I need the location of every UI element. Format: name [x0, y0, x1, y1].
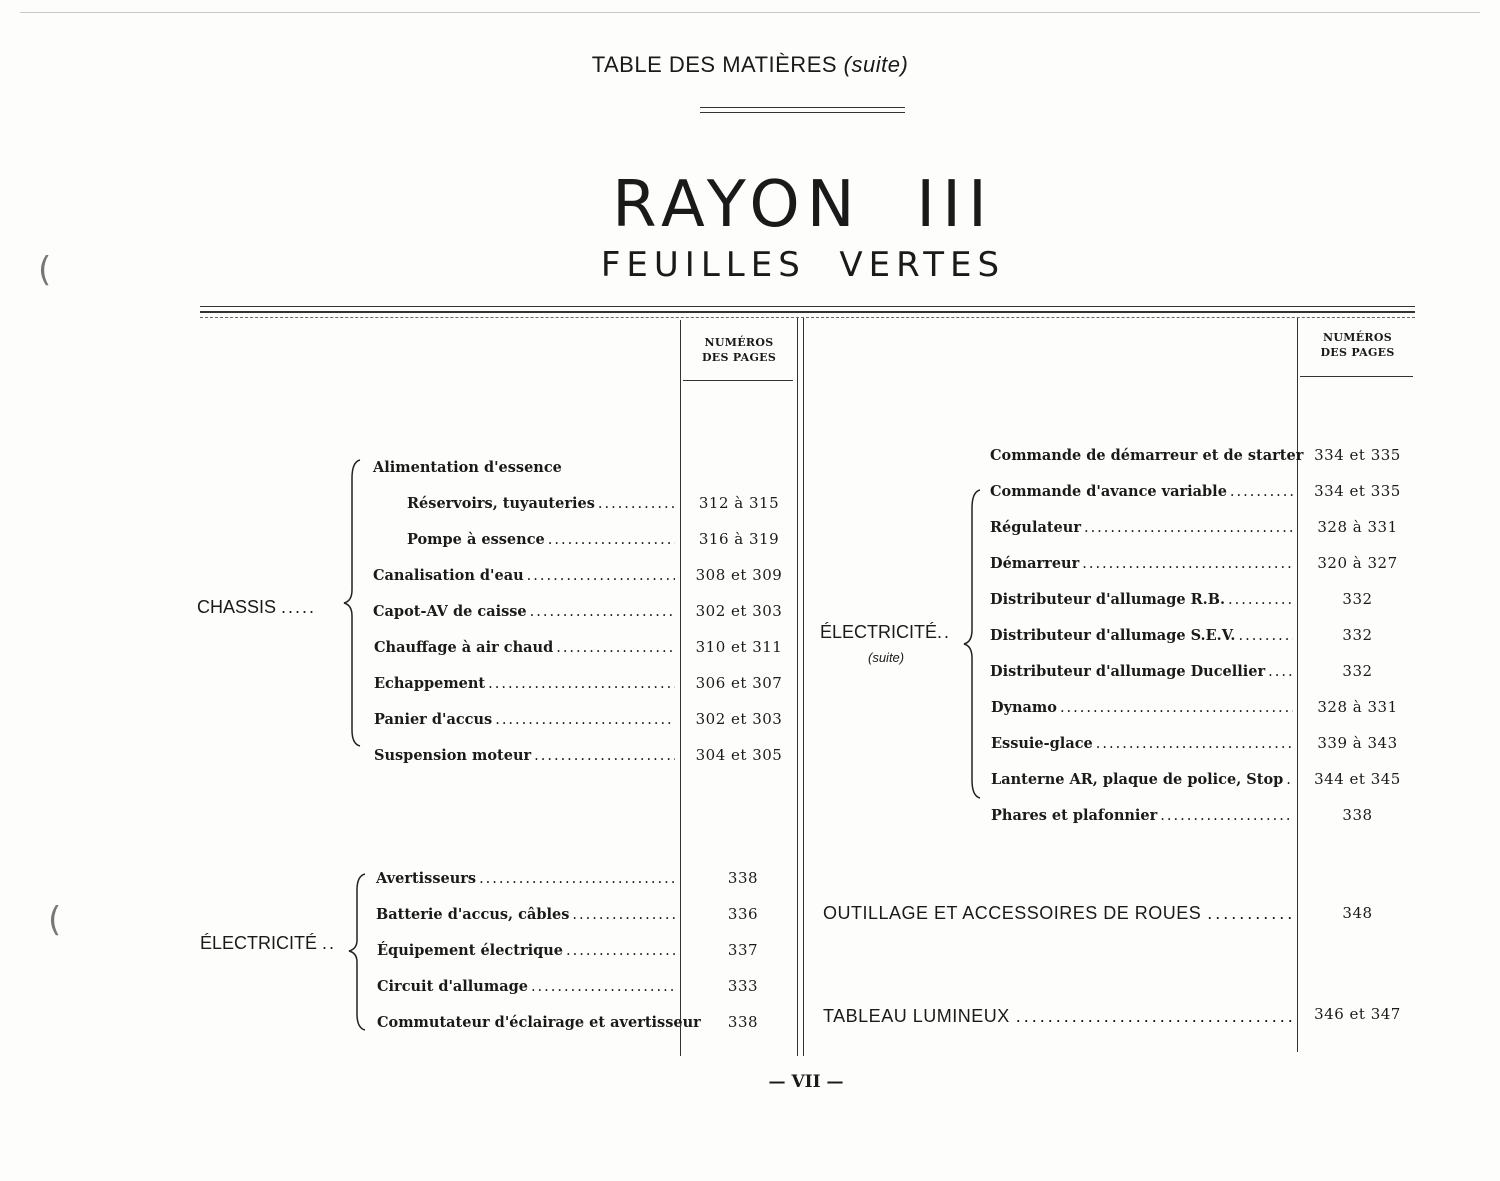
section-electricite-suite-note: (suite) [868, 650, 905, 665]
entry-batterie [376, 906, 676, 923]
entry-label: Distributeur d'allumage R.B. [990, 591, 1226, 608]
section-chassis [197, 597, 316, 618]
entry-phares-plafonnier [991, 807, 1293, 824]
entry-panier-accus [374, 711, 675, 728]
section-electricite-suite-dots: .. [937, 622, 952, 642]
entry-label: Phares et plafonnier [991, 807, 1158, 824]
table-top-rule-double [200, 311, 1415, 313]
pages-tableau-lumineux: 346 et 347 [1314, 1005, 1401, 1023]
entry-label: Démarreur [990, 555, 1080, 572]
section-electricite-suite-label: ÉLECTRICITÉ [820, 622, 938, 642]
entry-commutateur [377, 1014, 701, 1031]
top-scan-edge [20, 12, 1480, 13]
pages-demarreur: 320 à 327 [1317, 554, 1398, 572]
entry-tableau-lumineux [823, 1006, 1293, 1027]
entry-regulateur [990, 519, 1293, 536]
pages-lanterne-ar: 344 et 345 [1314, 770, 1401, 788]
entry-label: Lanterne AR, plaque de police, Stop [991, 771, 1284, 788]
pages-dynamo: 328 à 331 [1317, 698, 1398, 716]
entry-capot-av [373, 603, 675, 620]
entry-label: Commande d'avance variable [990, 483, 1227, 500]
entry-label: Distributeur d'allumage Ducellier [990, 663, 1266, 680]
right-pages-header-rule [1300, 376, 1413, 377]
entry-commande-avance [990, 483, 1293, 500]
entry-label: OUTILLAGE ET ACCESSOIRES DE ROUES [823, 903, 1202, 923]
section-electricite-suite [820, 622, 951, 643]
entry-label: Chauffage à air chaud [374, 639, 554, 656]
pages-commutateur: 338 [727, 1013, 759, 1031]
entry-equipement-electrique [377, 942, 676, 959]
pages-panier-accus: 302 et 303 [695, 710, 783, 728]
pages-outillage: 348 [1342, 904, 1373, 922]
left-pages-header-line2: DES PAGES [701, 351, 777, 364]
entry-label: Suspension moteur [374, 747, 532, 764]
sub-title: FEUILLES VERTES [600, 245, 1006, 285]
entry-commande-demarreur [990, 447, 1304, 464]
chassis-brace [340, 458, 370, 748]
center-divider-rule-b [803, 318, 804, 1056]
pages-pompe-essence: 316 à 319 [698, 530, 780, 548]
electricite-suite-brace [958, 488, 988, 800]
main-title: RAYON III [612, 168, 994, 242]
entry-distributeur-sev [990, 627, 1293, 644]
entry-chauffage [374, 639, 675, 656]
table-top-rule [200, 306, 1415, 307]
pages-commande-demarreur: 334 et 335 [1314, 446, 1401, 464]
pages-echappement: 306 et 307 [695, 674, 783, 692]
section-electricite [200, 933, 336, 954]
electricite-brace [345, 872, 375, 1032]
pages-distributeur-ducellier: 332 [1342, 662, 1373, 680]
punch-hole-mark-bottom: ( [48, 900, 62, 940]
entry-avertisseurs [376, 870, 676, 887]
pages-phares-plafonnier: 338 [1342, 806, 1373, 824]
entry-label: Commutateur d'éclairage et avertisseur [377, 1014, 701, 1031]
right-pages-header [1300, 330, 1415, 360]
left-pages-header-rule [683, 380, 793, 381]
entry-suspension-moteur [374, 747, 675, 764]
pages-batterie: 336 [727, 905, 759, 923]
pages-chauffage: 310 et 311 [695, 638, 783, 656]
section-chassis-label: CHASSIS [197, 597, 277, 617]
left-pages-header [683, 335, 795, 365]
entry-label: Équipement électrique [377, 942, 564, 959]
entry-label: Dynamo [991, 699, 1057, 716]
pages-essuie-glace: 339 à 343 [1317, 734, 1398, 752]
entry-label: Régulateur [990, 519, 1081, 536]
entry-echappement [374, 675, 675, 692]
entry-label: Distributeur d'allumage S.E.V. [990, 627, 1236, 644]
pages-circuit-allumage: 333 [727, 977, 759, 995]
entry-label: Panier d'accus [374, 711, 493, 728]
toc-title [0, 52, 1500, 78]
entry-label: Commande de démarreur et de starter [990, 447, 1304, 464]
entry-circuit-allumage [377, 978, 676, 995]
entry-distributeur-ducellier [990, 663, 1293, 680]
pages-regulateur: 328 à 331 [1317, 518, 1398, 536]
table-top-rule-dashed [200, 317, 1415, 318]
section-electricite-dots: .. [322, 933, 337, 953]
pages-avertisseurs: 338 [727, 869, 759, 887]
pages-equipement-electrique: 337 [727, 941, 759, 959]
section-chassis-dots: ..... [281, 597, 317, 617]
pages-canalisation-eau: 308 et 309 [695, 566, 783, 584]
left-pages-column-rule [680, 320, 681, 1056]
entry-label: Réservoirs, tuyauteries [407, 495, 595, 512]
entry-demarreur [990, 555, 1293, 572]
pages-commande-avance: 334 et 335 [1314, 482, 1401, 500]
entry-label: Batterie d'accus, câbles [376, 906, 570, 923]
entry-lanterne-ar [991, 771, 1293, 788]
page-number: — VII — [768, 1072, 844, 1092]
entry-label: Essuie-glace [991, 735, 1093, 752]
entry-label: Avertisseurs [376, 870, 477, 887]
pages-reservoirs: 312 à 315 [698, 494, 780, 512]
entry-label: Capot-AV de caisse [373, 603, 527, 620]
right-pages-header-line1: NUMÉROS [1323, 331, 1392, 344]
entry-canalisation-eau [373, 567, 675, 584]
entry-reservoirs [407, 495, 675, 512]
toc-title-text: TABLE DES MATIÈRES [591, 52, 838, 77]
entry-label: Circuit d'allumage [377, 978, 528, 995]
entry-label: Echappement [374, 675, 486, 692]
entry-outillage [823, 903, 1293, 924]
entry-label: Canalisation d'eau [373, 567, 524, 584]
decorative-rule-bottom [700, 112, 905, 113]
pages-distributeur-rb: 332 [1342, 590, 1373, 608]
section-electricite-label: ÉLECTRICITÉ [200, 933, 318, 953]
entry-label: TABLEAU LUMINEUX [823, 1006, 1010, 1026]
entry-alimentation-essence [373, 459, 675, 476]
entry-pompe-essence [407, 531, 675, 548]
punch-hole-mark-top: ( [38, 250, 52, 290]
right-pages-header-line2: DES PAGES [1320, 346, 1395, 359]
decorative-rule-top [700, 107, 905, 108]
left-pages-header-line1: NUMÉROS [704, 336, 774, 349]
entry-essuie-glace [991, 735, 1293, 752]
pages-distributeur-sev: 332 [1342, 626, 1373, 644]
entry-dynamo [991, 699, 1293, 716]
entry-distributeur-rb [990, 591, 1293, 608]
entry-label: Pompe à essence [407, 531, 545, 548]
entry-label: Alimentation d'essence [373, 459, 562, 476]
pages-suspension-moteur: 304 et 305 [695, 746, 783, 764]
toc-title-suffix: (suite) [843, 52, 909, 77]
right-pages-column-rule [1297, 318, 1298, 1052]
pages-capot-av: 302 et 303 [695, 602, 783, 620]
